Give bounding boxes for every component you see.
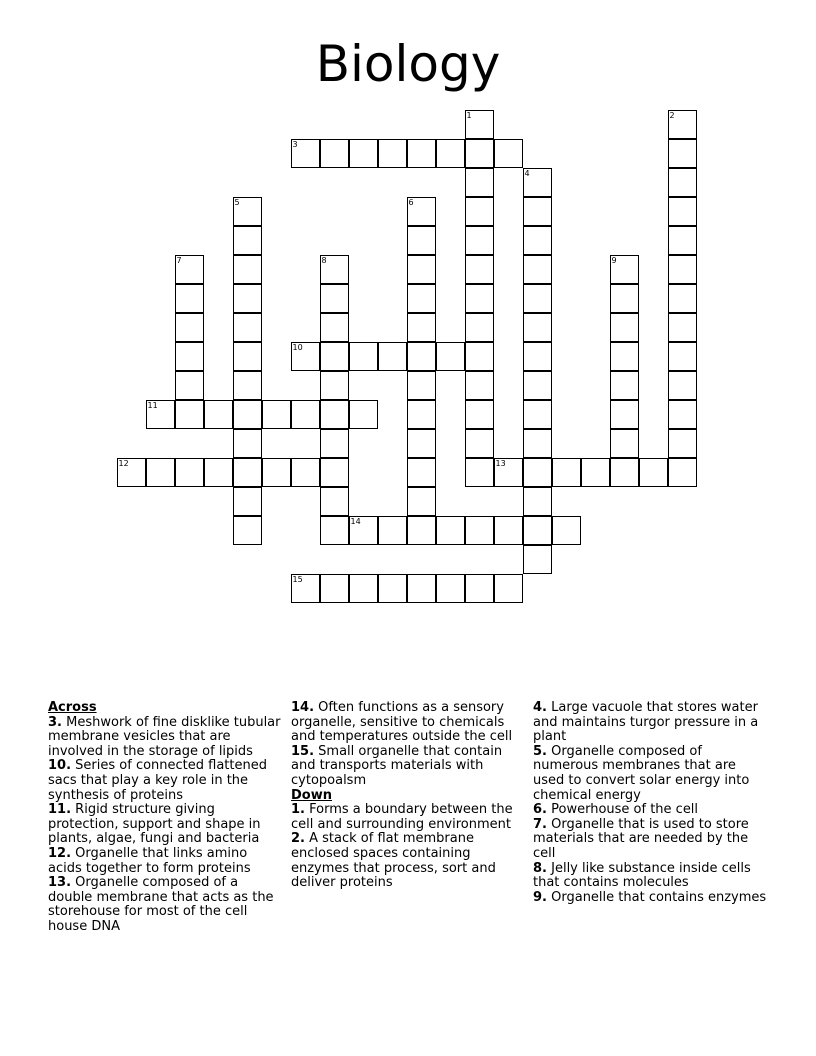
grid-cell[interactable]	[465, 110, 494, 139]
grid-cell[interactable]	[465, 516, 494, 545]
puzzle-title: Biology	[315, 35, 501, 93]
clues-column-2	[291, 701, 527, 891]
grid-cell[interactable]	[175, 371, 204, 400]
grid-cell[interactable]	[668, 197, 697, 226]
grid-cell[interactable]	[407, 400, 436, 429]
grid-cell[interactable]	[233, 226, 262, 255]
grid-cell[interactable]	[233, 342, 262, 371]
grid-cell[interactable]	[262, 458, 291, 487]
grid-cell[interactable]	[465, 371, 494, 400]
grid-cell[interactable]	[523, 197, 552, 226]
grid-cell[interactable]	[494, 458, 523, 487]
grid-cell[interactable]	[465, 197, 494, 226]
grid-cell[interactable]	[146, 458, 175, 487]
grid-cell[interactable]	[465, 168, 494, 197]
grid-cell[interactable]	[465, 226, 494, 255]
grid-cell[interactable]	[262, 400, 291, 429]
grid-cell[interactable]	[233, 284, 262, 313]
grid-cell[interactable]	[668, 342, 697, 371]
grid-cell[interactable]	[552, 458, 581, 487]
grid-cell[interactable]	[407, 313, 436, 342]
grid-cell[interactable]	[407, 226, 436, 255]
grid-cell[interactable]	[233, 197, 262, 226]
grid-cell[interactable]	[523, 284, 552, 313]
grid-cell[interactable]	[523, 400, 552, 429]
grid-cell[interactable]	[320, 255, 349, 284]
clue-number: 15	[292, 574, 303, 584]
grid-cell[interactable]	[465, 458, 494, 487]
grid-cell[interactable]	[668, 400, 697, 429]
grid-cell[interactable]	[378, 574, 407, 603]
grid-cell[interactable]	[668, 284, 697, 313]
grid-cell[interactable]	[610, 255, 639, 284]
clue-across-11: 11. Rigid structure giving protection, support and shape in plants, algae, fungi and bacteria	[48, 802, 261, 847]
clue-down-2: 2. A stack of flat membrane enclosed spaces containing enzymes that process, sort and deliver proteins	[291, 831, 496, 891]
grid-cell[interactable]	[320, 371, 349, 400]
grid-cell[interactable]	[668, 429, 697, 458]
clue-number: 5	[234, 197, 240, 207]
grid-cell[interactable]	[465, 429, 494, 458]
clue-number: 9	[611, 255, 617, 265]
grid-cell[interactable]	[465, 139, 494, 168]
grid-cell[interactable]	[465, 313, 494, 342]
grid-cell[interactable]	[233, 400, 262, 429]
grid-cell[interactable]	[320, 400, 349, 429]
clue-down-1: 1. Forms a boundary between the cell and surrounding environment	[291, 802, 513, 832]
clue-number: 4	[524, 168, 530, 178]
grid-cell[interactable]	[610, 458, 639, 487]
grid-cell[interactable]	[233, 458, 262, 487]
grid-cell[interactable]	[523, 342, 552, 371]
grid-cell[interactable]	[465, 284, 494, 313]
grid-cell[interactable]	[378, 342, 407, 371]
clue-number: 6	[408, 197, 414, 207]
grid-cell[interactable]	[407, 458, 436, 487]
grid-cell[interactable]	[668, 255, 697, 284]
grid-cell[interactable]	[668, 139, 697, 168]
clues-column-1	[48, 701, 284, 935]
grid-cell[interactable]	[320, 342, 349, 371]
clue-across-15: 15. Small organelle that contain and transports materials with cytopoalsm	[291, 743, 503, 788]
grid-cell[interactable]	[407, 197, 436, 226]
grid-cell[interactable]	[436, 516, 465, 545]
grid-cell[interactable]	[349, 342, 378, 371]
grid-cell[interactable]	[610, 284, 639, 313]
grid-cell[interactable]	[320, 574, 349, 603]
grid-cell[interactable]	[233, 371, 262, 400]
grid-cell[interactable]	[407, 342, 436, 371]
grid-cell[interactable]	[465, 400, 494, 429]
grid-cell[interactable]	[204, 400, 233, 429]
grid-cell[interactable]	[291, 400, 320, 429]
grid-cell[interactable]	[523, 516, 552, 545]
clues-column-3	[533, 701, 769, 905]
grid-cell[interactable]	[291, 574, 320, 603]
clue-number: 2	[669, 110, 675, 120]
grid-cell[interactable]	[668, 168, 697, 197]
grid-cell[interactable]	[407, 487, 436, 516]
grid-cell[interactable]	[291, 342, 320, 371]
grid-cell[interactable]	[378, 516, 407, 545]
grid-cell[interactable]	[320, 516, 349, 545]
clue-across-3: 3. Meshwork of fine disklike tubular membrane vesicles that are involved in the storage of lipids	[48, 714, 281, 759]
grid-cell[interactable]	[436, 342, 465, 371]
clue-across-12: 12. Organelle that links amino acids together to form proteins	[48, 845, 251, 876]
across-heading: Across	[48, 700, 97, 715]
grid-cell[interactable]	[523, 545, 552, 574]
clue-down-8: 8. Jelly like substance inside cells that contains molecules	[533, 860, 751, 891]
clue-down-6: 6. Powerhouse of the cell	[533, 802, 699, 818]
grid-cell[interactable]	[320, 284, 349, 313]
grid-cell[interactable]	[523, 487, 552, 516]
grid-cell[interactable]	[552, 516, 581, 545]
grid-cell[interactable]	[175, 458, 204, 487]
grid-cell[interactable]	[233, 429, 262, 458]
grid-cell[interactable]	[407, 574, 436, 603]
clue-down-5: 5. Organelle composed of numerous membranes that are used to convert solar energy into chemical energy	[533, 743, 750, 803]
grid-cell[interactable]	[465, 574, 494, 603]
clue-down-9: 9. Organelle that contains enzymes	[533, 889, 767, 905]
grid-cell[interactable]	[407, 284, 436, 313]
grid-cell[interactable]	[407, 255, 436, 284]
grid-cell[interactable]	[523, 458, 552, 487]
grid-cell[interactable]	[494, 139, 523, 168]
grid-cell[interactable]	[407, 139, 436, 168]
clue-number: 8	[321, 255, 327, 265]
grid-cell[interactable]	[349, 574, 378, 603]
grid-cell[interactable]	[291, 139, 320, 168]
clue-number: 3	[292, 139, 298, 149]
grid-cell[interactable]	[349, 139, 378, 168]
grid-cell[interactable]	[668, 110, 697, 139]
grid-cell[interactable]	[610, 313, 639, 342]
grid-cell[interactable]	[349, 400, 378, 429]
clue-across-10: 10. Series of connected flattened sacs that play a key role in the synthesis of proteins	[48, 758, 267, 803]
grid-cell[interactable]	[523, 255, 552, 284]
clue-number: 1	[466, 110, 472, 120]
grid-cell[interactable]	[610, 400, 639, 429]
grid-cell[interactable]	[639, 458, 668, 487]
grid-cell[interactable]	[436, 139, 465, 168]
grid-cell[interactable]	[175, 342, 204, 371]
grid-cell[interactable]	[175, 255, 204, 284]
grid-cell[interactable]	[175, 313, 204, 342]
grid-cell[interactable]	[523, 313, 552, 342]
grid-cell[interactable]	[465, 255, 494, 284]
clue-down-4: 4. Large vacuole that stores water and maintains turgor pressure in a plant	[533, 700, 759, 745]
grid-cell[interactable]	[465, 342, 494, 371]
grid-cell[interactable]	[436, 574, 465, 603]
grid-cell[interactable]	[494, 574, 523, 603]
grid-cell[interactable]	[320, 313, 349, 342]
clue-number: 14	[350, 516, 361, 526]
grid-cell[interactable]	[610, 429, 639, 458]
grid-cell[interactable]	[175, 284, 204, 313]
grid-cell[interactable]	[320, 139, 349, 168]
grid-cell[interactable]	[349, 516, 378, 545]
grid-cell[interactable]	[668, 371, 697, 400]
grid-cell[interactable]	[320, 458, 349, 487]
clue-number: 7	[176, 255, 182, 265]
down-heading: Down	[291, 787, 332, 803]
grid-cell[interactable]	[523, 226, 552, 255]
grid-cell[interactable]	[668, 458, 697, 487]
grid-cell[interactable]	[668, 226, 697, 255]
grid-cell[interactable]	[175, 400, 204, 429]
grid-cell[interactable]	[320, 487, 349, 516]
grid-cell[interactable]	[233, 313, 262, 342]
grid-cell[interactable]	[407, 516, 436, 545]
grid-cell[interactable]	[523, 371, 552, 400]
grid-cell[interactable]	[320, 429, 349, 458]
clue-across-13: 13. Organelle composed of a double membrane that acts as the storehouse for most of the cell house DNA	[48, 875, 274, 934]
grid-cell[interactable]	[233, 516, 262, 545]
grid-cell[interactable]	[610, 342, 639, 371]
grid-cell[interactable]	[233, 255, 262, 284]
grid-cell[interactable]	[117, 458, 146, 487]
clue-number: 10	[292, 342, 303, 352]
grid-cell[interactable]	[668, 313, 697, 342]
grid-cell[interactable]	[407, 429, 436, 458]
grid-cell[interactable]	[378, 139, 407, 168]
clue-down-7: 7. Organelle that is used to store materials that are needed by the cell	[533, 816, 749, 861]
grid-cell[interactable]	[581, 458, 610, 487]
clue-number: 12	[118, 458, 129, 468]
grid-cell[interactable]	[146, 400, 175, 429]
grid-cell[interactable]	[407, 371, 436, 400]
grid-cell[interactable]	[291, 458, 320, 487]
grid-cell[interactable]	[523, 168, 552, 197]
clue-number: 11	[147, 400, 158, 410]
grid-cell[interactable]	[204, 458, 233, 487]
clue-number: 13	[495, 458, 506, 468]
clue-across-14: 14. Often functions as a sensory organelle, sensitive to chemicals and temperatures outside the cell	[291, 700, 513, 745]
grid-cell[interactable]	[233, 487, 262, 516]
grid-cell[interactable]	[610, 371, 639, 400]
grid-cell[interactable]	[494, 516, 523, 545]
grid-cell[interactable]	[523, 429, 552, 458]
